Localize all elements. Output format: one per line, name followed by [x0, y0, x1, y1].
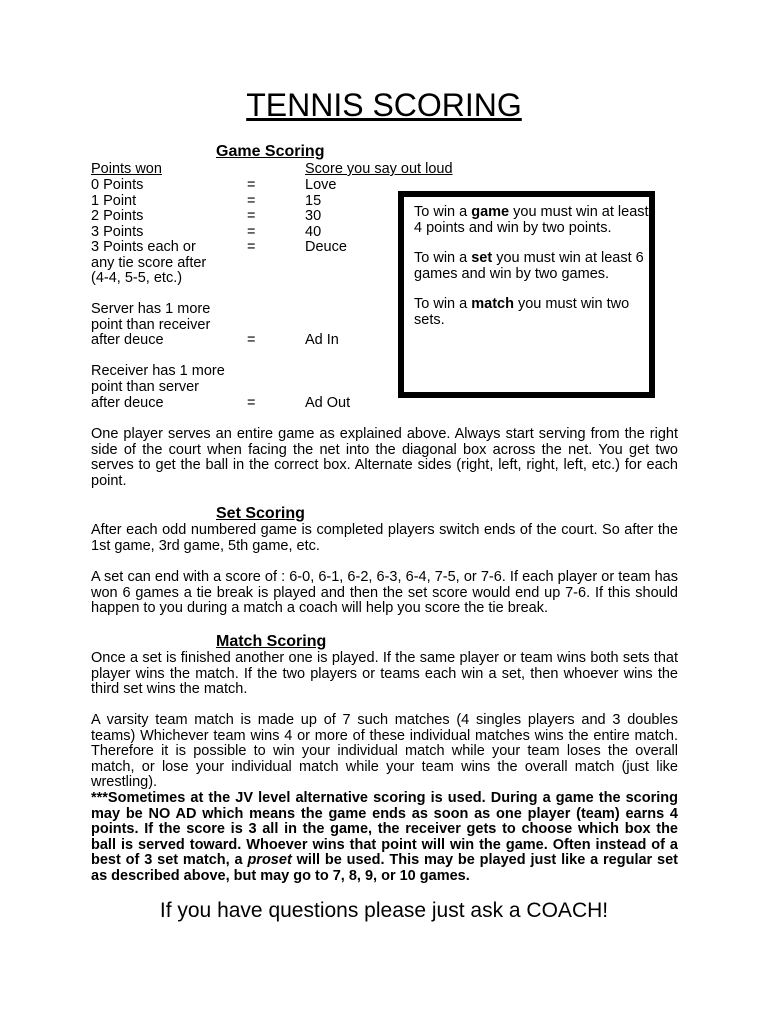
rule-text: To win a	[414, 296, 472, 312]
rule-keyword: set	[471, 250, 493, 266]
rule-text: To win a	[414, 250, 472, 266]
equals-sign: =	[247, 224, 256, 240]
rule-text: To win a	[414, 204, 472, 220]
points-label: 3 Points	[91, 224, 144, 240]
equals-sign: =	[247, 239, 256, 255]
points-label: after deuce	[91, 332, 164, 348]
points-label: Server has 1 more	[91, 301, 211, 317]
points-label: 2 Points	[91, 208, 144, 224]
points-label: point than receiver	[91, 317, 211, 333]
equals-sign: =	[247, 332, 256, 348]
page-title: TENNIS SCORING	[246, 87, 522, 123]
rule-keyword: game	[471, 204, 510, 220]
match-scoring-paragraph-1: Once a set is finished another one is played. If the same player or team wins both sets that player wins the match. If the two players or teams each win a set, then whoever wins the third set wins the match.	[91, 650, 678, 697]
rule-text: you must win at least 6 games and win by two games.	[414, 250, 644, 282]
equals-sign: =	[247, 208, 256, 224]
win-match-rule	[414, 297, 649, 328]
set-scoring-heading: Set Scoring	[216, 505, 305, 522]
score-call: 30	[305, 208, 322, 224]
score-call: 15	[305, 193, 322, 209]
equals-sign: =	[247, 177, 256, 193]
serving-paragraph: One player serves an entire game as explained above. Always start serving from the right side of the court when facing the net into the diagonal box across the net. You get two serves to get the ball in the correct box. Alternate sides (right, left, right, left, etc.) for each point.	[91, 426, 678, 489]
win-game-rule	[414, 205, 649, 236]
jv-note-text: ***Sometimes at the JV level alternative scoring is used. During a game the scoring may be NO AD which means the game ends as soon as one player (team) earns 4 points. If the score is 3 all in the game, the receiver gets to choose which box the ball is served toward. Whoever wins that point will win the game. Often instead of a best of 3 set match, a	[91, 790, 678, 868]
score-call: Love	[305, 177, 337, 193]
points-label: 1 Point	[91, 193, 137, 209]
score-call: Ad Out	[305, 395, 351, 411]
points-label: point than server	[91, 379, 200, 395]
match-scoring-paragraph-2: A varsity team match is made up of 7 such matches (4 singles players and 3 doubles teams) Whichever team wins 4 or more of these individual matches wins the entire match. Therefore it is possible to win your individual match while your team loses the overall match, or lose your individual match while your team wins the overall match (just like wrestling).	[91, 712, 678, 790]
points-label: Receiver has 1 more	[91, 363, 225, 379]
points-label: any tie score after	[91, 255, 207, 271]
score-call: 40	[305, 224, 322, 240]
points-label: after deuce	[91, 395, 164, 411]
equals-sign: =	[247, 193, 256, 209]
score-call: Ad In	[305, 332, 339, 348]
set-scoring-paragraph-2: A set can end with a score of : 6-0, 6-1, 6-2, 6-3, 6-4, 7-5, or 7-6. If each player or team has won 6 games a tie break is played and then the set score would end up 7-6. If this should happen to you during a match a coach will help you score the tie break.	[91, 569, 678, 616]
win-set-rule	[414, 251, 649, 282]
game-scoring-heading: Game Scoring	[216, 143, 325, 160]
closing-line: If you have questions please just ask a COACH!	[159, 899, 609, 922]
win-rules-box	[398, 191, 655, 398]
points-label: (4-4, 5-5, etc.)	[91, 270, 183, 286]
jv-note-text: will be used. This may be played just like a regular set as described above, but may go to 7, 8, 9, or 10 games.	[91, 852, 679, 884]
points-label: 3 Points each or	[91, 239, 196, 255]
proset-term: proset	[247, 852, 292, 868]
rule-text: you must win at least 4 points and win by two points.	[414, 204, 649, 236]
jv-scoring-note	[91, 791, 678, 884]
score-call: Deuce	[305, 239, 347, 255]
points-won-header: Points won	[91, 161, 162, 177]
rule-text: you must win two sets.	[414, 296, 630, 328]
points-label: 0 Points	[91, 177, 144, 193]
match-scoring-heading: Match Scoring	[216, 633, 327, 650]
rule-keyword: match	[471, 296, 514, 312]
set-scoring-paragraph-1: After each odd numbered game is completed players switch ends of the court. So after the 1st game, 3rd game, 5th game, etc.	[91, 522, 678, 554]
equals-sign: =	[247, 395, 256, 411]
score-say-header: Score you say out loud	[305, 161, 453, 177]
